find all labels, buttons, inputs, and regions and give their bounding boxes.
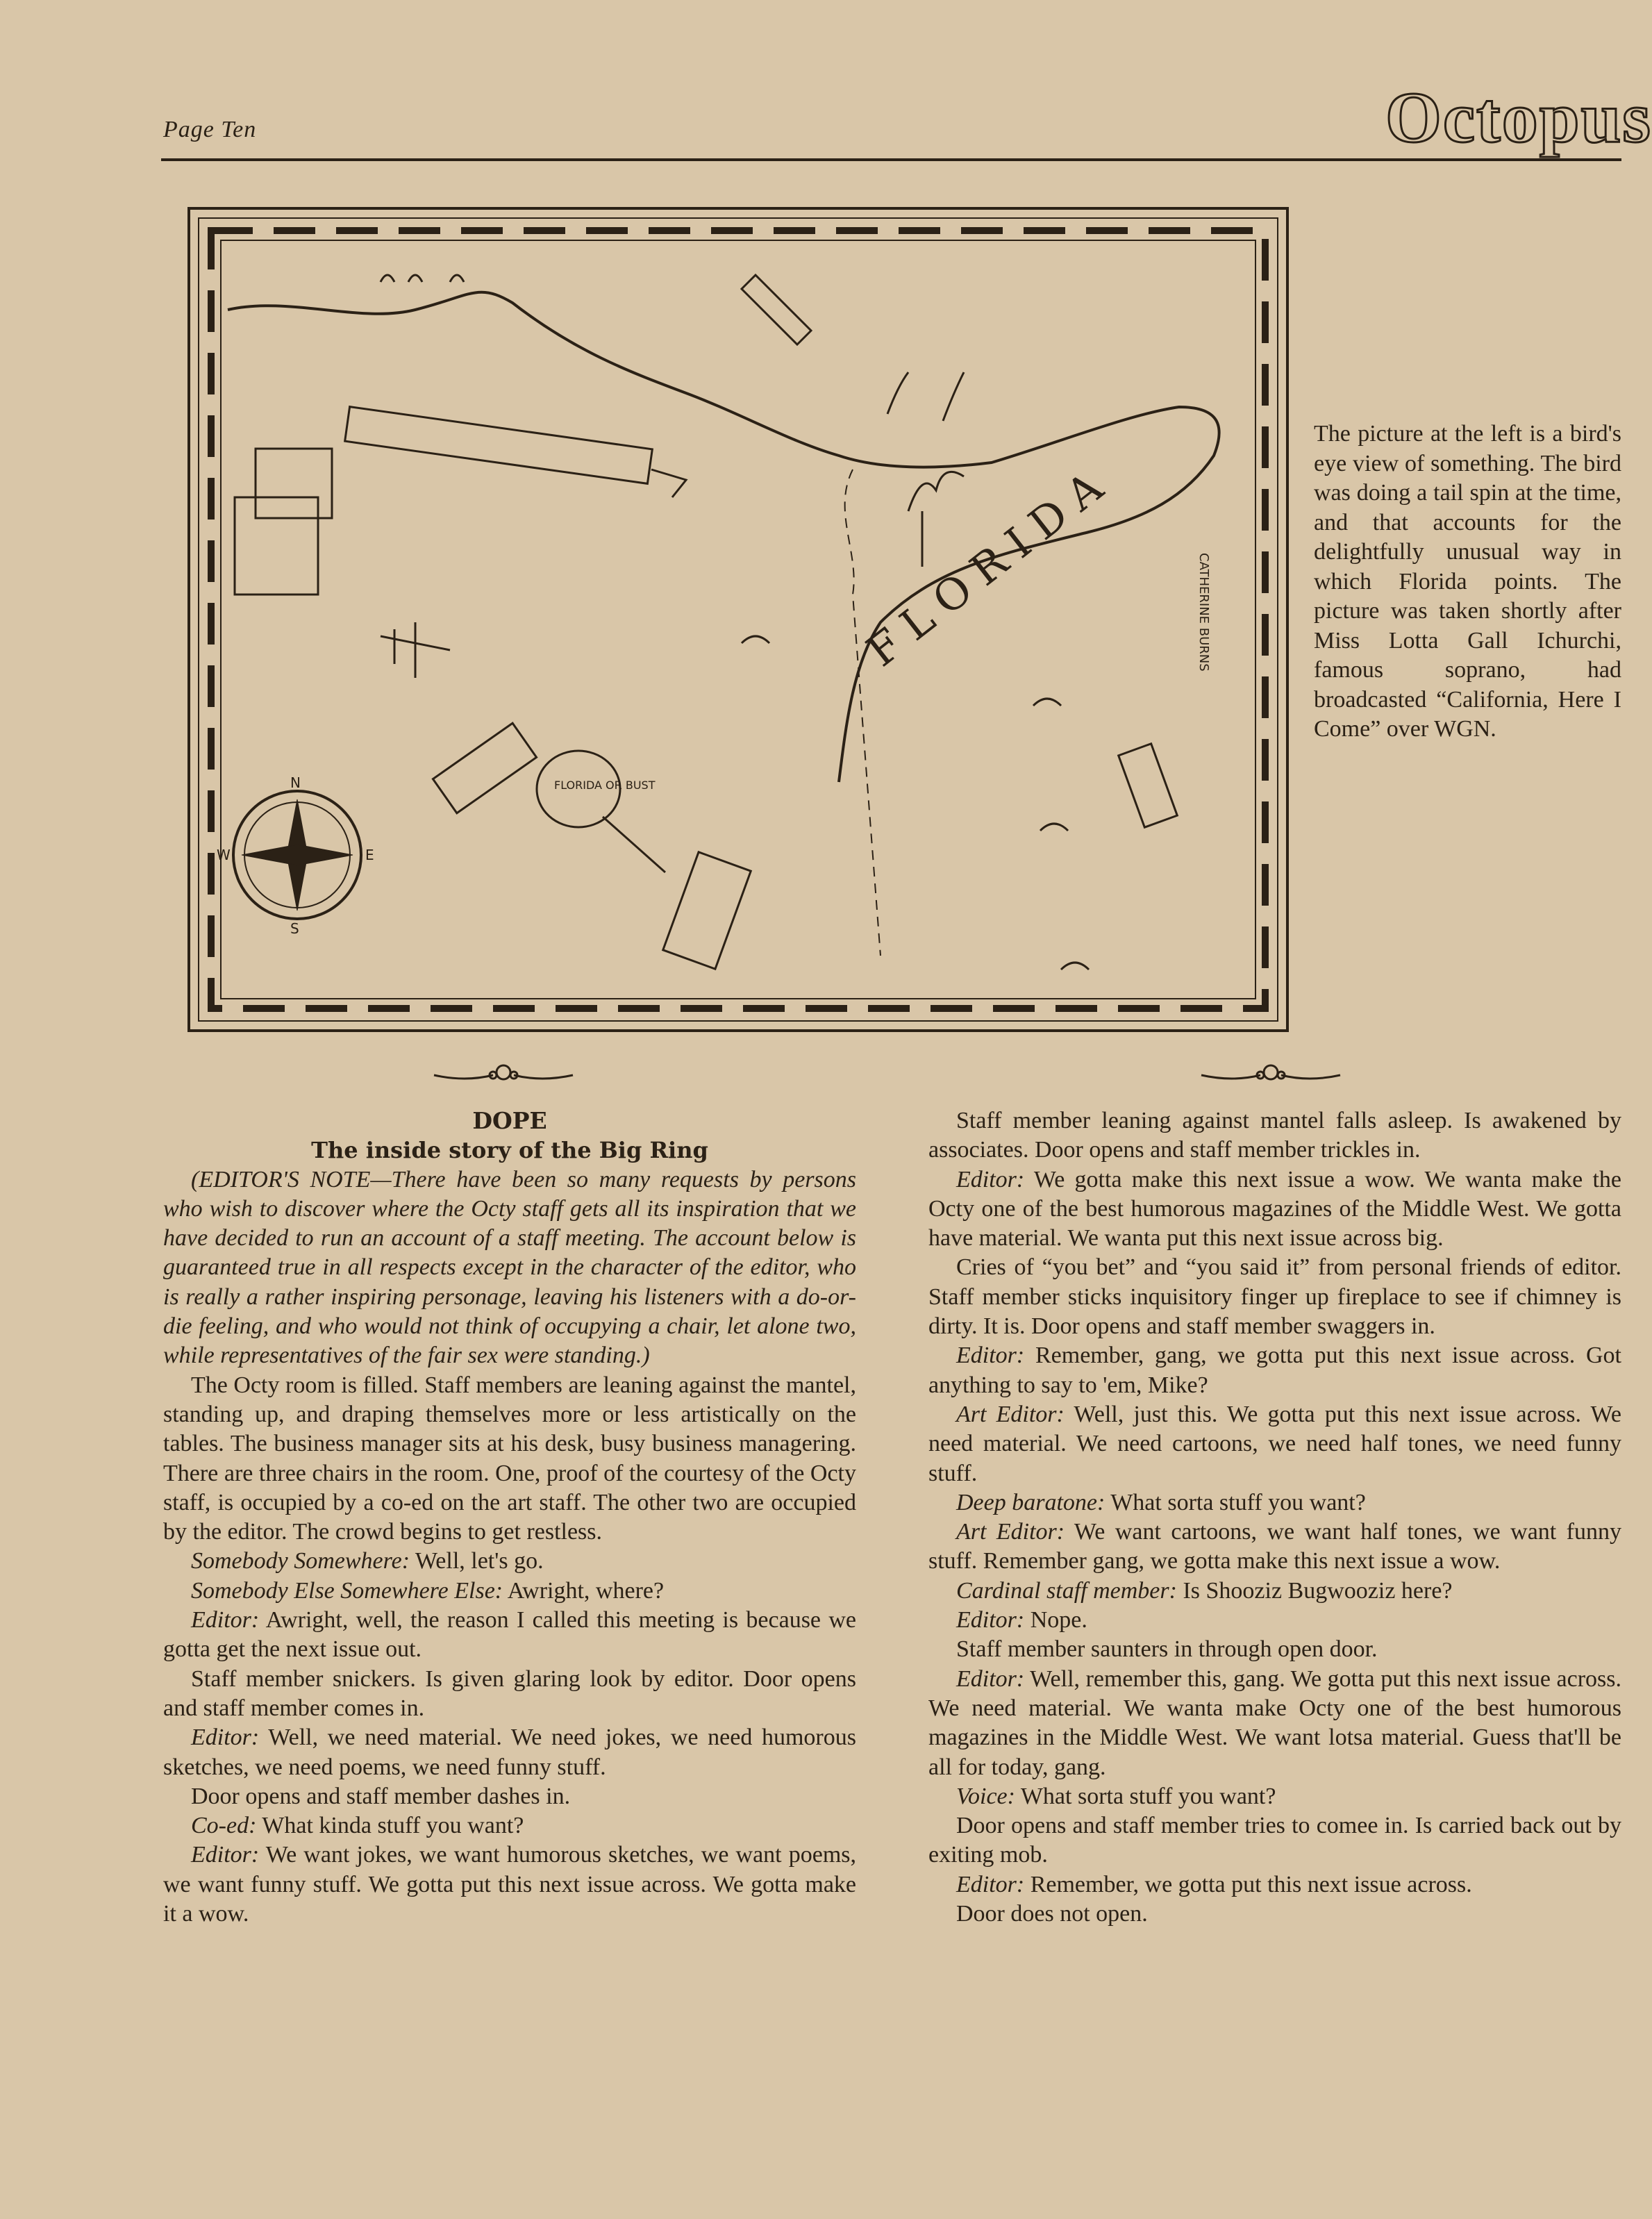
line-text: What sorta stuff you want? [1015, 1783, 1276, 1809]
speaker-name: Art Editor: [956, 1519, 1065, 1545]
airplane-icon [381, 622, 450, 678]
dialogue-line [163, 1547, 856, 1576]
speaker-name: Somebody Else Somewhere Else: [191, 1577, 503, 1604]
page-label: Page Ten [163, 117, 257, 142]
speaker-name: Editor: [956, 1343, 1025, 1369]
palm-tree-icon [908, 472, 964, 567]
line-text: Awright, well, the reason I called this meeting is because we gotta get the next issue out. [163, 1607, 856, 1663]
dialogue-line [928, 1811, 1621, 1870]
dialogue-line [928, 1518, 1621, 1577]
dialogue-line [928, 1635, 1621, 1664]
header-rule [161, 158, 1621, 161]
article-left-column [163, 1106, 856, 1929]
compass-rose-icon [233, 791, 361, 919]
line-text: We want jokes, we want humorous sketches, we want poems, we want funny stuff. We gotta put this next issue across. We gotta make it a wow. [163, 1842, 856, 1927]
line-text: What sorta stuff you want? [1105, 1489, 1366, 1515]
compass-s: S [290, 920, 299, 937]
dialogue-line [928, 1253, 1621, 1341]
left-dialogue [163, 1547, 856, 1929]
train-icon [345, 407, 686, 497]
florida-label: FLORIDA [857, 454, 1122, 676]
article-title: DOPE [472, 1107, 547, 1134]
speaker-name: Editor: [956, 1871, 1025, 1897]
speaker-name: Editor: [956, 1665, 1025, 1692]
line-text: Well, we need material. We need jokes, we need humorous sketches, we need poems, we need funny stuff. [163, 1724, 856, 1780]
speaker-name: Co-ed: [191, 1813, 257, 1839]
article-subtitle: The inside story of the Big Ring [311, 1137, 708, 1164]
dialogue-line [928, 1165, 1621, 1254]
dialogue-line [163, 1606, 856, 1665]
line-text: Door opens and staff member tries to comee in. Is carried back out by exiting mob. [928, 1813, 1621, 1868]
editors-note: (EDITOR'S NOTE—There have been so many requests by persons who wish to discover where the Octy staff gets all its inspiration that we have decided to run an account of a staff meeting. The account below is guaranteed true in all respects except in the character of the editor, who is really a rather inspiring personage, leaving his listeners with a do-or-die feeling, and who would not think of occupying a chair, let alone two, while representatives of the fair sex were standing.) [163, 1166, 856, 1369]
line-text: Remember, we gotta put this next issue across. [1024, 1871, 1472, 1897]
speaker-name: Editor: [191, 1607, 260, 1634]
right-ornament [1198, 1061, 1344, 1089]
dialogue-line [163, 1811, 856, 1840]
dialogue-line [928, 1577, 1621, 1606]
line-text: Nope. [1024, 1607, 1087, 1634]
line-text: Staff member leaning against mantel falls asleep. Is awakened by associates. Door opens and staff member trickles in. [928, 1108, 1621, 1163]
line-text: Awright, where? [503, 1577, 665, 1604]
speaker-name: Somebody Somewhere: [191, 1548, 410, 1574]
speaker-name: Art Editor: [956, 1401, 1065, 1427]
speaker-name: Cardinal staff member: [956, 1577, 1177, 1604]
line-text: Staff member snickers. Is given glaring look by editor. Door opens and staff member comes in. [163, 1665, 856, 1721]
dialogue-line [928, 1106, 1621, 1165]
speaker-name: Voice: [956, 1783, 1015, 1809]
dialogue-line [928, 1400, 1621, 1488]
speaker-name: Editor: [956, 1607, 1025, 1634]
dialogue-line [163, 1840, 856, 1929]
ship-icon [742, 275, 811, 344]
dialogue-line [928, 1606, 1621, 1635]
car-icon [433, 723, 1177, 969]
speaker-name: Deep baratone: [956, 1489, 1105, 1515]
speaker-name: Editor: [191, 1842, 260, 1868]
line-text: Well, remember this, gang. We gotta put this next issue across. We need material. We wanta make Octy one of the best humorous magazines in the Middle West. We want lotsa material. Guess that'll be all for today, gang. [928, 1665, 1621, 1780]
compass-w: W [217, 847, 231, 863]
magazine-title: Octopus [1385, 78, 1652, 158]
line-text: Door opens and staff member dashes in. [191, 1783, 571, 1809]
speaker-name: Editor: [191, 1724, 260, 1751]
line-text: We gotta make this next issue a wow. We wanta make the Octy one of the best humorous magazines of the Middle West. We gotta have material. We wanta put this next issue across big. [928, 1166, 1621, 1252]
dialogue-line [163, 1723, 856, 1782]
left-ornament [431, 1061, 576, 1089]
article-intro: The Octy room is filled. Staff members are leaning against the mantel, standing up, and draping themselves more or less artistically on the tables. The business manager sits at his desk, busy business managering. There are three chairs in the room. One, proof of the courtesy of the Octy staff, is occupied by a co-ed on the art staff. The other two are occupied by the editor. The crowd begins to get restless. [163, 1372, 856, 1545]
map-caption: The picture at the left is a bird's eye view of something. The bird was doing a tail spin at the time, and that accounts for the delightfully unusual way in which Florida points. The picture was taken shortly after Miss Lotta Gall Ichurchi, famous soprano, had broadcasted “California, Here I Come” over WGN. [1314, 421, 1621, 742]
speaker-name: Editor: [956, 1166, 1025, 1192]
buildings-icon [235, 449, 332, 595]
line-text: Well, just this. We gotta put this next issue across. We need material. We need cartoons, we need half tones, we need funny stuff. [928, 1401, 1621, 1486]
line-text: Door does not open. [956, 1901, 1148, 1927]
dialogue-line [928, 1782, 1621, 1811]
line-text: Well, let's go. [410, 1548, 544, 1574]
dialogue-line [928, 1341, 1621, 1400]
line-text: What kinda stuff you want? [256, 1813, 524, 1839]
compass-e: E [365, 847, 374, 863]
dialogue-line [163, 1665, 856, 1724]
dialogue-line [928, 1488, 1621, 1518]
dialogue-line [928, 1900, 1621, 1929]
artist-signature: CATHERINE BURNS [1196, 553, 1211, 672]
cartoon-map [186, 206, 1290, 1033]
compass-n: N [290, 774, 301, 791]
dialogue-line [163, 1577, 856, 1606]
line-text: Staff member saunters in through open door. [956, 1636, 1378, 1663]
line-text: Cries of “you bet” and “you said it” from personal friends of editor. Staff member sticks inquisitory finger up fireplace to see if chimney is dirty. It is. Door opens and staff member swaggers in. [928, 1254, 1621, 1340]
balloon-text: FLORIDA OR BUST [554, 779, 656, 792]
line-text: Is Shooziz Bugwooziz here? [1176, 1577, 1453, 1604]
dialogue-line [928, 1870, 1621, 1900]
article-right-column [928, 1106, 1621, 1929]
line-text: We want cartoons, we want half tones, we want funny stuff. Remember gang, we gotta make this next issue a wow. [928, 1519, 1621, 1574]
right-dialogue [928, 1106, 1621, 1929]
balloon-icon [537, 751, 665, 872]
line-text: Remember, gang, we gotta put this next issue across. Got anything to say to 'em, Mike? [928, 1343, 1621, 1398]
dialogue-line [163, 1782, 856, 1811]
dialogue-line [928, 1665, 1621, 1782]
